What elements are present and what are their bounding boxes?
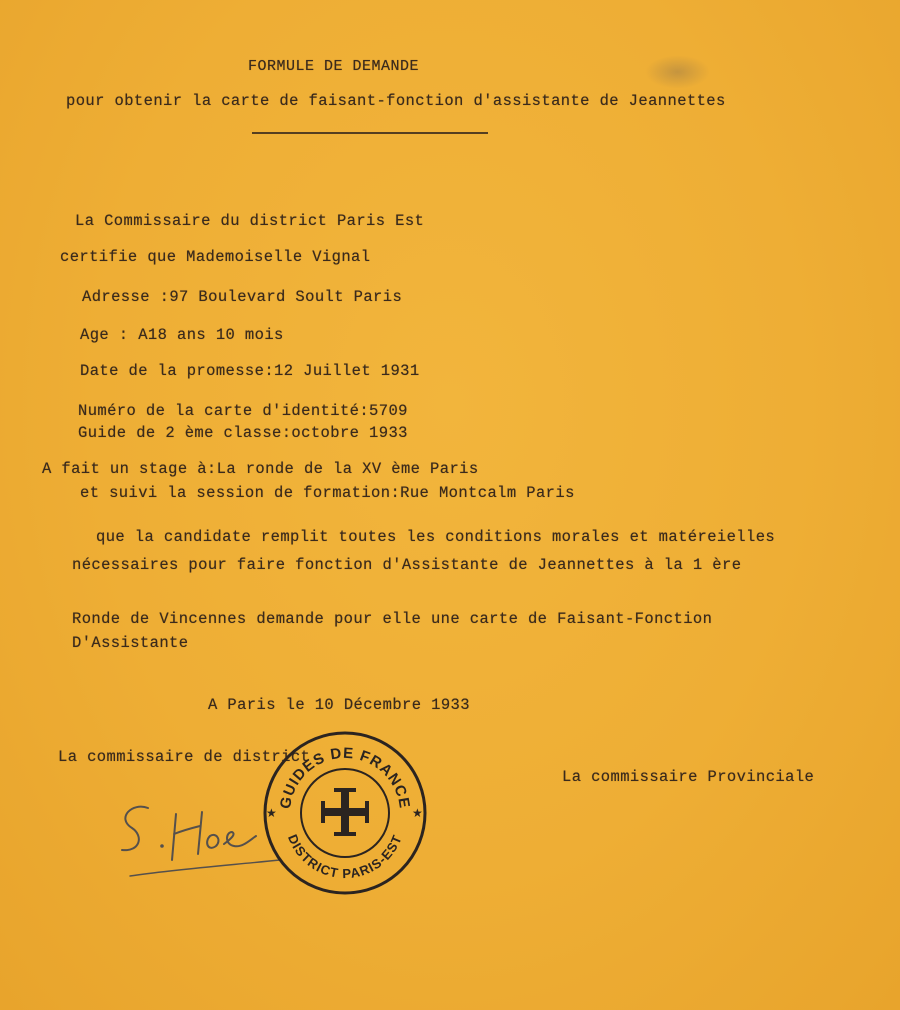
age-line: Age : A18 ans 10 mois [80,326,284,344]
id-number-line: Numéro de la carte d'identité:5709 [78,402,408,420]
address-line: Adresse :97 Boulevard Soult Paris [82,288,403,306]
certifie-line: certifie que Mademoiselle Vignal [60,248,371,266]
district-stamp [260,728,430,898]
left-signatory-label: La commissaire de district [58,748,311,766]
ink-smudge [645,55,710,89]
svg-text:★: ★ [412,806,423,820]
right-signatory-label: La commissaire Provinciale [562,768,815,786]
promise-date-line: Date de la promesse:12 Juillet 1931 [80,362,420,380]
paragraph-line-2: nécessaires pour faire fonction d'Assistante de Jeannettes à la 1 ère [72,556,742,574]
session-line: et suivi la session de formation:Rue Montcalm Paris [80,484,575,502]
cross-emblem-icon [321,788,369,836]
stamp-bottom-text: DISTRICT PARIS-EST [285,832,405,882]
commissaire-line: La Commissaire du district Paris Est [75,212,425,230]
place-date: A Paris le 10 Décembre 1933 [208,696,470,714]
stamp-top-text: GUIDES DE FRANCE [276,744,413,811]
form-title: FORMULE DE DEMANDE [248,58,420,75]
paragraph-line-3: Ronde de Vincennes demande pour elle une carte de Faisant-Fonction [72,610,713,628]
paragraph-line-1: que la candidate remplit toutes les conditions morales et matéreielles [96,528,776,546]
paragraph-line-4: D'Assistante [72,634,189,652]
form-subtitle: pour obtenir la carte de faisant-fonction d'assistante de Jeannettes [66,92,726,110]
svg-text:★: ★ [266,806,277,820]
title-underline [252,132,488,134]
guide-class-line: Guide de 2 ème classe:octobre 1933 [78,424,408,442]
stage-line: A fait un stage à:La ronde de la XV ème Paris [42,460,479,478]
